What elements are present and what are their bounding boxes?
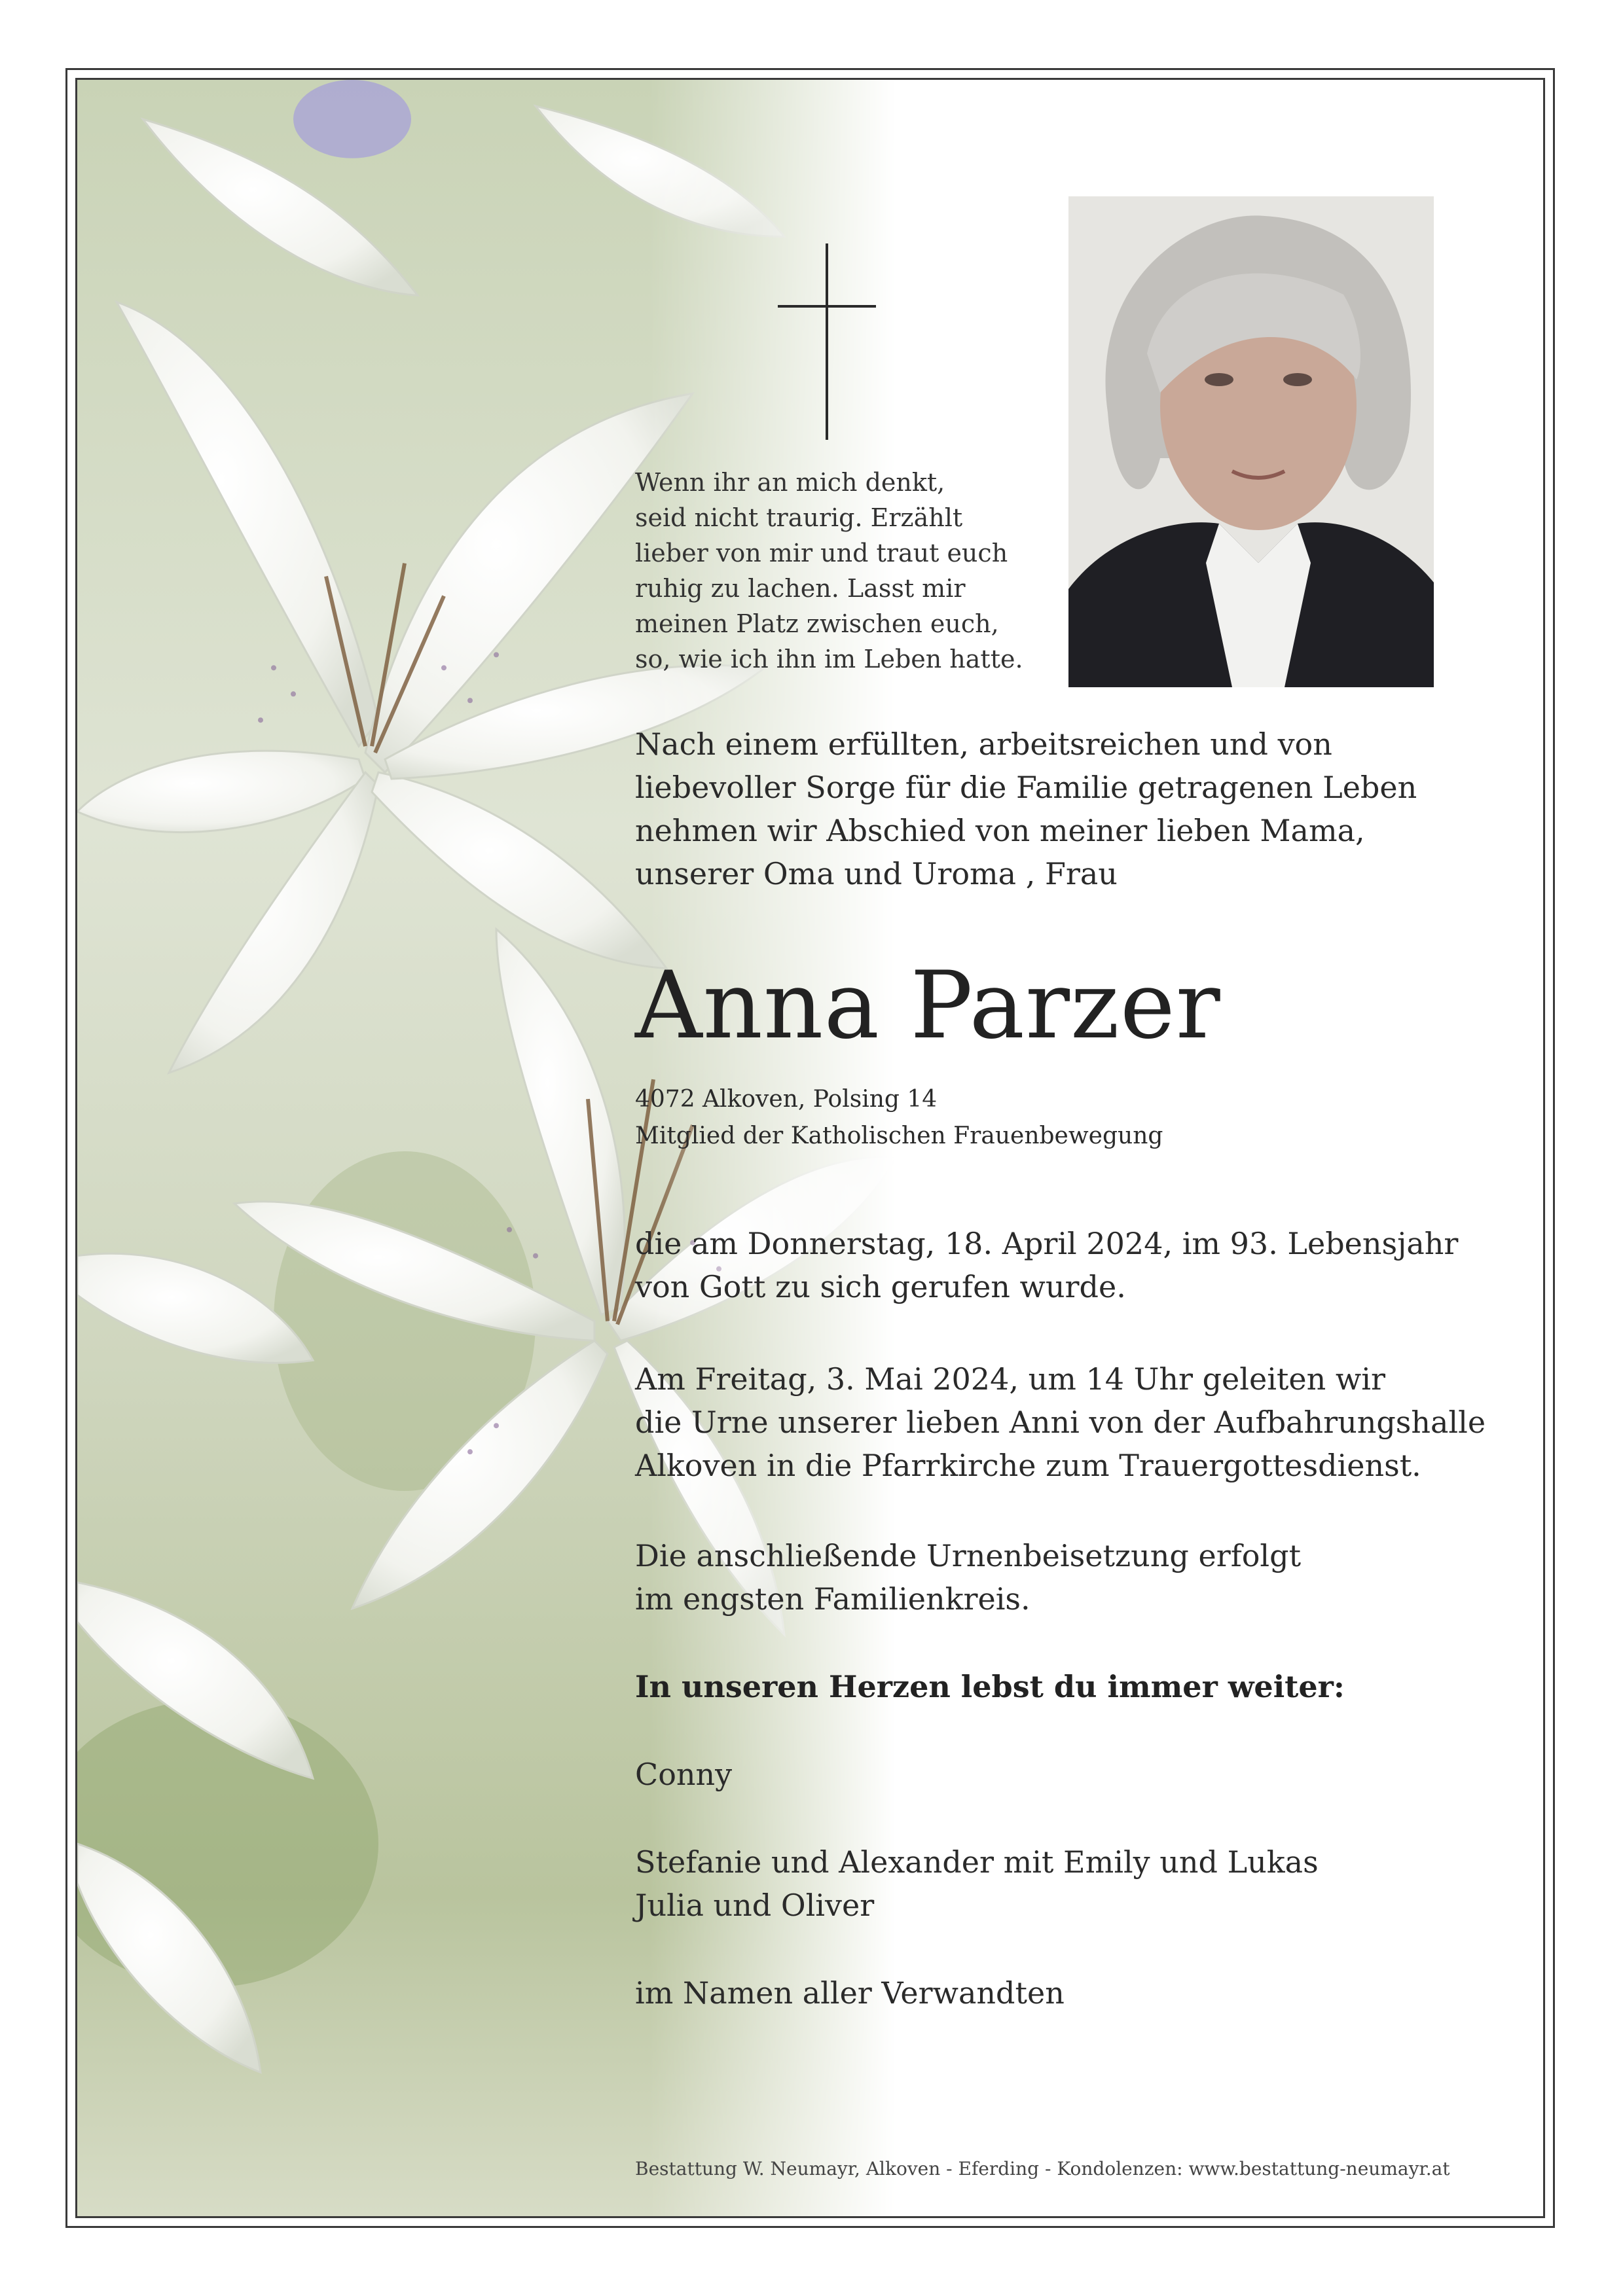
inner-frame [75,78,1545,2218]
family-member: Conny [635,1757,733,1792]
footer-credit: Bestattung W. Neumayr, Alkoven - Eferding - Kondolenzen: www.bestattung-neumayr.at [635,2158,1450,2179]
deceased-name: Anna Parzer [635,952,1221,1060]
funeral-info: Am Freitag, 3. Mai 2024, um 14 Uhr geleiten wir die Urne unserer lieben Anni von der Aufbahrungshalle Alkoven in die Pfarrkirche zum Trauergottesdienst. [635,1361,1486,1483]
relatives-line: im Namen aller Verwandten [635,1975,1065,2011]
burial-info: Die anschließende Urnenbeisetzung erfolgt im engsten Familienkreis. [635,1538,1302,1617]
intro-text: Nach einem erfüllten, arbeitsreichen und von liebevoller Sorge für die Familie getragenen Leben nehmen wir Abschied von meiner lieben Mama, unserer Oma und Uroma , Frau [635,726,1417,891]
death-notice: die am Donnerstag, 18. April 2024, im 93. Lebensjahr von Gott zu sich gerufen wurde. [635,1226,1459,1304]
portrait-photo [1068,196,1434,687]
outer-frame [65,68,1555,2228]
cross-icon [778,243,876,440]
address-membership: 4072 Alkoven, Polsing 14 Mitglied der Katholischen Frauenbewegung [635,1086,1163,1149]
family-members: Stefanie und Alexander mit Emily und Lukas Julia und Oliver [635,1844,1319,1923]
poem: Wenn ihr an mich denkt, seid nicht traurig. Erzählt lieber von mir und traut euch ruhig zu lachen. Lasst mir meinen Platz zwischen euch, so, wie ich ihn im Leben hatte. [635,468,1023,673]
motto: In unseren Herzen lebst du immer weiter: [635,1669,1345,1704]
